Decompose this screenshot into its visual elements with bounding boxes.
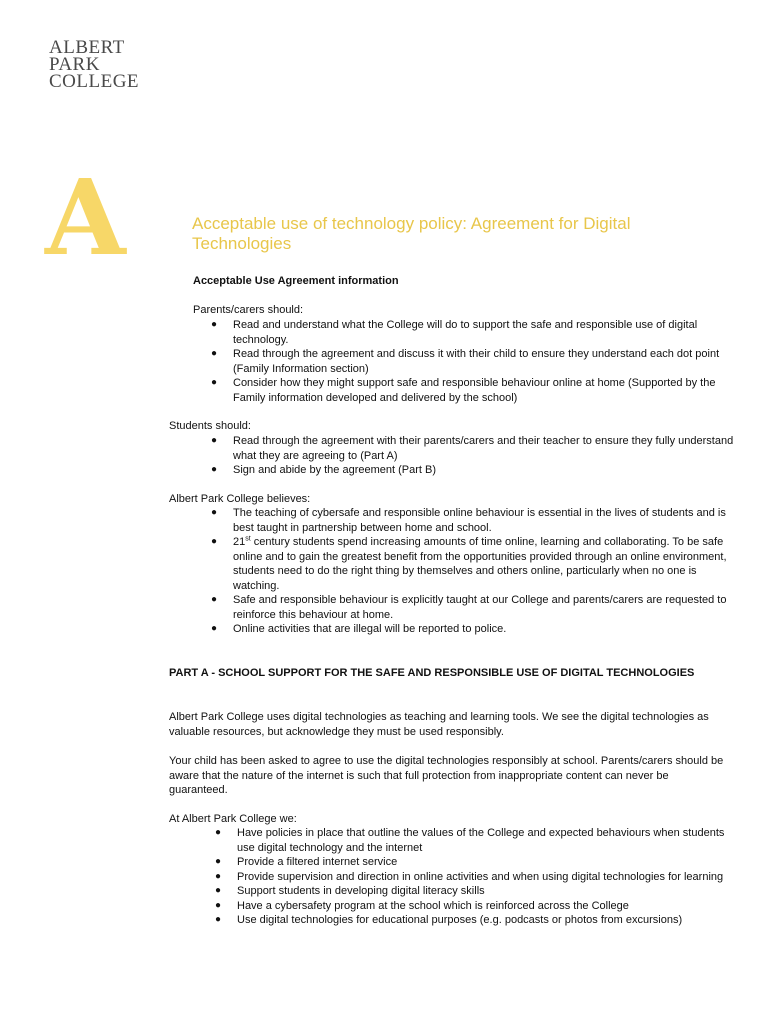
bullet-icon: ● xyxy=(215,870,222,882)
bullet-icon: ● xyxy=(211,594,218,605)
list-item: ● Read through the agreement and discuss it with their child to ensure they understand each dot point (Family Information section) xyxy=(211,348,720,375)
decorative-letter-a: A xyxy=(45,156,126,279)
part-a-paragraph-1: Albert Park College uses digital technologies as teaching and learning tools. We see the digital technologies as valuable resources, but acknowledge they must be used responsibly. xyxy=(169,711,709,738)
part-a-heading: PART A - SCHOOL SUPPORT FOR THE SAFE AND RESPONSIBLE USE OF DIGITAL TECHNOLOGIES xyxy=(169,667,695,679)
parents-list xyxy=(211,318,743,405)
list-item: ● Safe and responsible behaviour is explicitly taught at our College and parents/carers are requested to reinforce this behaviour at home. xyxy=(211,594,727,621)
bullet-icon: ● xyxy=(211,348,218,359)
list-item: ● Read through the agreement with their parents/carers and their teacher to ensure they fully understand what they are agreeing to (Part A) xyxy=(211,435,734,462)
list-item: ● Have a cybersafety program at the school which is reinforced across the College xyxy=(215,899,629,912)
parents-intro: Parents/carers should: xyxy=(193,304,304,316)
college-logo xyxy=(49,39,139,90)
list-item: ● 21st century students spend increasing amounts of time online, learning and collaborating. To be safe online and to gain the greatest benefit from the opportunities provided through an online environment, students need to do the right thing by themselves and others online, particularly when no one is watching. xyxy=(211,535,727,592)
bullet-icon: ● xyxy=(211,319,218,330)
logo-line-1: ALBERT xyxy=(49,37,125,58)
list-item: ● Use digital technologies for educational purposes (e.g. podcasts or photos from excursions) xyxy=(215,914,683,926)
we-intro: At Albert Park College we: xyxy=(169,813,297,825)
list-item: ● Online activities that are illegal will be reported to police. xyxy=(211,623,507,635)
logo-line-3: COLLEGE xyxy=(49,71,140,92)
students-list xyxy=(211,434,743,478)
list-item: ● Read and understand what the College will do to support the safe and responsible use of digital technology. xyxy=(211,319,698,346)
bullet-icon: ● xyxy=(211,377,218,388)
believes-list xyxy=(211,506,743,637)
list-item: ● Provide supervision and direction in online activities and when using digital technologies for learning xyxy=(215,870,724,883)
bullet-icon: ● xyxy=(211,623,218,634)
students-intro: Students should: xyxy=(169,420,251,432)
bullet-icon: ● xyxy=(215,827,222,838)
bullet-icon: ● xyxy=(215,885,222,896)
list-item: ● Sign and abide by the agreement (Part B) xyxy=(211,464,437,476)
bullet-icon: ● xyxy=(211,536,218,547)
list-item: ● The teaching of cybersafe and responsible online behaviour is essential in the lives of students and is best taught in partnership between home and school. xyxy=(211,507,726,534)
believes-intro: Albert Park College believes: xyxy=(169,493,311,505)
bullet-icon: ● xyxy=(211,435,218,446)
bullet-icon: ● xyxy=(215,914,222,925)
bullet-icon: ● xyxy=(215,856,222,867)
bullet-icon: ● xyxy=(211,464,218,475)
list-item: ● Consider how they might support safe and responsible behaviour online at home (Supported by the Family information developed and delivered by the school) xyxy=(211,377,716,404)
list-item: ● Provide a filtered internet service xyxy=(215,856,398,868)
list-item: ● Have policies in place that outline the values of the College and expected behaviours when students use digital technology and the internet xyxy=(215,827,725,854)
part-a-paragraph-2: Your child has been asked to agree to use the digital technologies responsibly at school. Parents/carers should be aware that the nature of the internet is such that full protection from inappropriate content can never be guaranteed. xyxy=(169,755,724,796)
logo-line-2: PARK xyxy=(49,54,100,75)
bullet-icon: ● xyxy=(211,507,218,518)
section-heading: Acceptable Use Agreement information xyxy=(193,275,399,287)
list-item: ● Support students in developing digital literacy skills xyxy=(215,885,485,897)
we-list xyxy=(215,826,737,928)
bullet-icon: ● xyxy=(215,899,222,911)
document-title: Acceptable use of technology policy: Agreement for Digital Technologies xyxy=(192,214,631,253)
